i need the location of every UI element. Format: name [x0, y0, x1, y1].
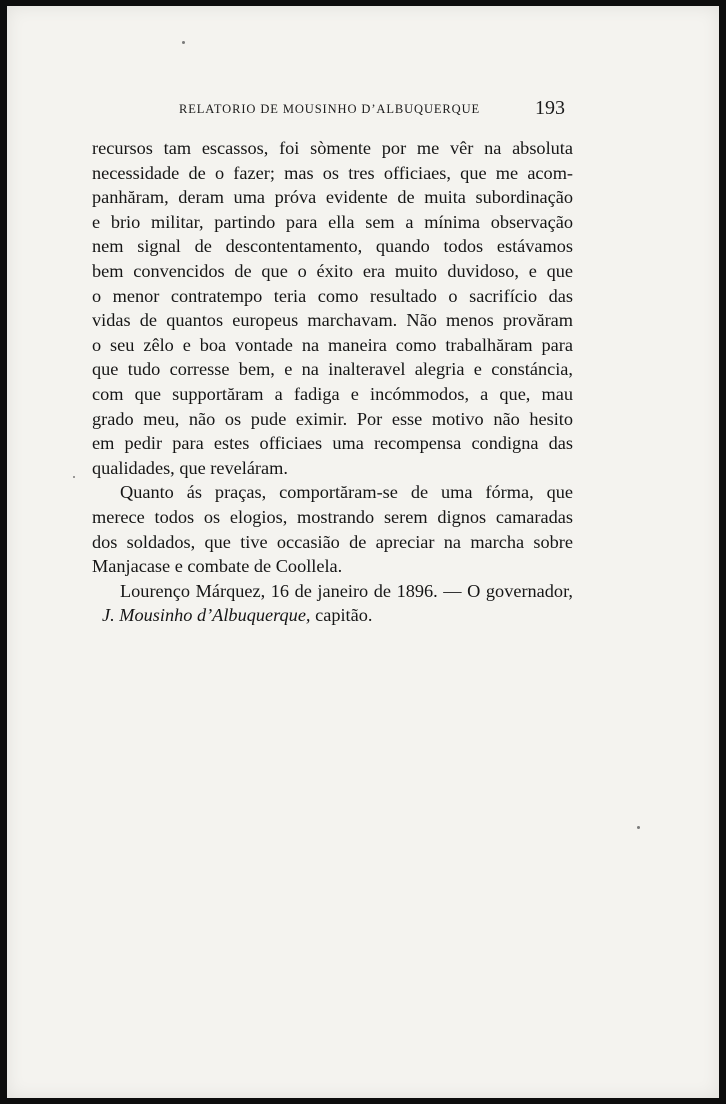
page-header: [7, 97, 719, 122]
text-line: em pedir para estes officiaes uma recompensa condigna das: [92, 433, 573, 454]
text-line: Quanto ás praças, comportăram-se de uma fórma, que: [120, 482, 573, 503]
text-line: panhăram, deram uma próva evidente de muita subordinação: [92, 187, 573, 208]
book-page: [7, 6, 719, 1098]
paper-speck: [182, 41, 185, 44]
text-line: Manjacase e combate de Coollela.: [92, 556, 343, 577]
text-line: nem signal de descontentamento, quando todos estávamos: [92, 236, 573, 257]
text-line: recursos tam escassos, foi sòmente por me vêr na absoluta: [92, 138, 573, 158]
running-title: RELATORIO DE MOUSINHO D’ALBUQUERQUE: [179, 102, 481, 116]
text-line: com que supportăram a fadiga e incómmodos, a que, mau: [92, 383, 573, 404]
text-line: o seu zêlo e boa vontade na maneira como trabalhăram para: [92, 334, 573, 355]
body-text: [92, 136, 573, 628]
text-line: vidas de quantos europeus marchavam. Não menos provăram: [92, 310, 573, 331]
signature-rank: capitão.: [315, 605, 373, 626]
page-number: 193: [535, 97, 565, 119]
dateline: Lourenço Márquez, 16 de janeiro de 1896. — O governador,: [120, 580, 573, 601]
text-line: que tudo corresse bem, e na inalteravel alegria e constáncia,: [92, 359, 573, 380]
signature-name: J. Mousinho d’Albuquerque,: [102, 605, 311, 626]
signature-line: [92, 603, 573, 628]
paper-speck: [637, 826, 640, 829]
text-line: grado meu, não os pude eximir. Por esse motivo não hesito: [92, 408, 573, 429]
text-line: qualidades, que reveláram.: [92, 457, 288, 478]
text-line: dos soldados, que tive occasião de apreciar na marcha sobre: [92, 531, 573, 552]
text-line: merece todos os elogios, mostrando serem dignos camaradas: [92, 506, 573, 527]
text-line: o menor contratempo teria como resultado o sacrifício das: [92, 285, 573, 306]
text-line: bem convencidos de que o éxito era muito duvidoso, e que: [92, 260, 573, 281]
text-line: necessidade de o fazer; mas os tres officiaes, que me acom-: [92, 162, 573, 183]
paper-speck: [73, 476, 75, 478]
text-line: e brio militar, partindo para ella sem a mínima observação: [92, 211, 573, 232]
